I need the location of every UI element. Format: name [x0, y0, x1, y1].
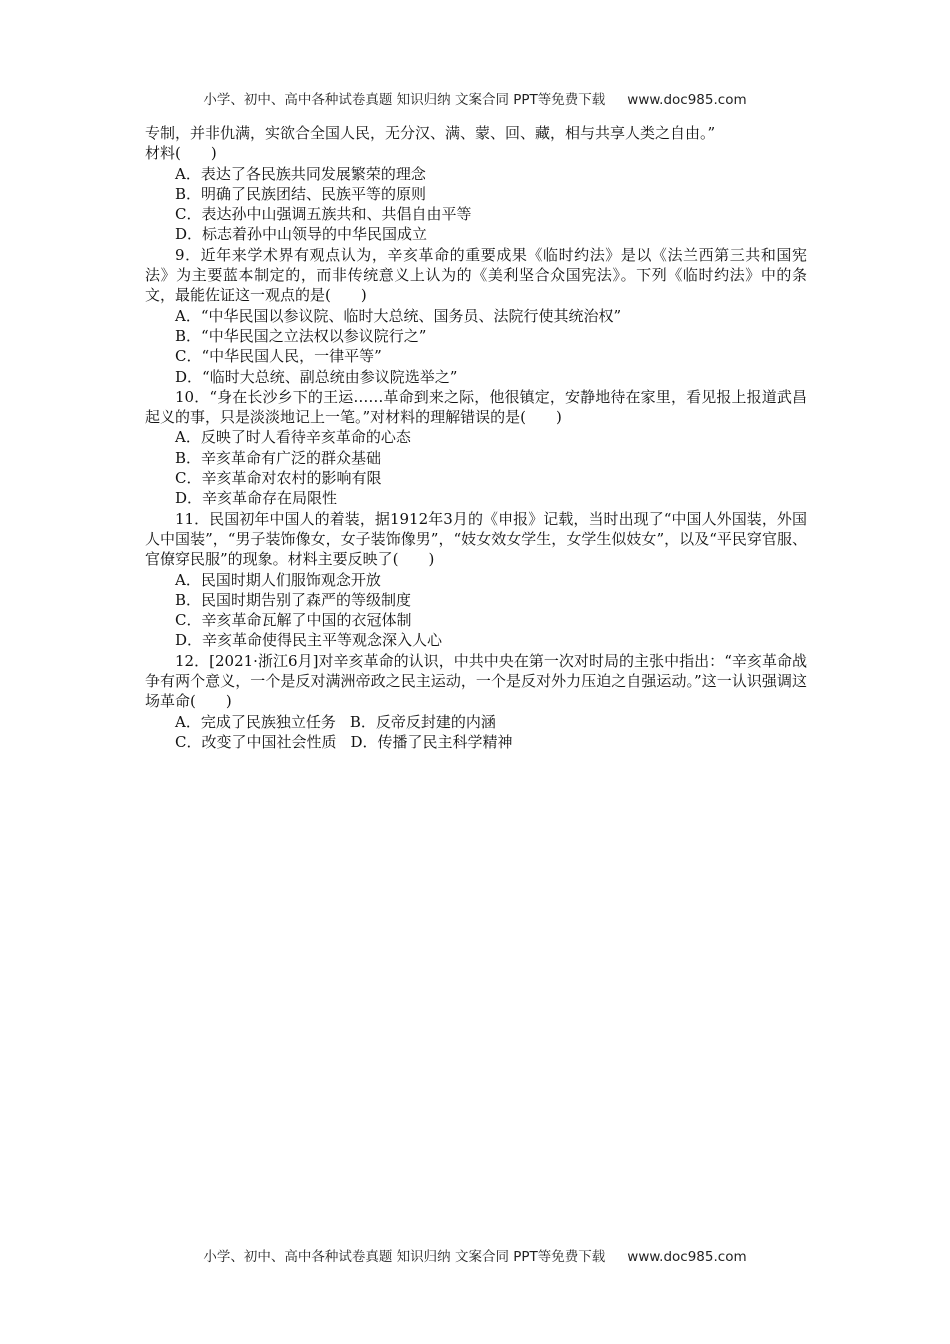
- q11-option-b: B．民国时期告别了森严的等级制度: [175, 590, 412, 609]
- q11-option-d: D．辛亥革命使得民主平等观念深入人心: [175, 631, 443, 650]
- q10-option-c: C．辛亥革命对农村的影响有限: [175, 469, 382, 488]
- header-url[interactable]: www.doc985.com: [627, 92, 747, 108]
- q9-option-b: B．“中华民国之立法权以参议院行之”: [175, 326, 427, 345]
- q12-option-c: C．改变了中国社会性质: [175, 732, 337, 751]
- q8-option-a: A．表达了各民族共同发展繁荣的理念: [175, 164, 426, 183]
- q12-option-d: D．传播了民主科学精神: [350, 732, 513, 751]
- q10-option-d: D．辛亥革命存在局限性: [175, 489, 338, 508]
- q8-option-b: B．明确了民族团结、民族平等的原则: [175, 184, 427, 203]
- q9-stem: 9．近年来学术界有观点认为，辛亥革命的重要成果《临时约法》是以《法兰西第三共和国宪法》为主要蓝本制定的，而非传统意义上认为的《美利坚合众国宪法》。下列《临时约法》中的条文，最能佐证这一观点的是( ): [145, 245, 807, 305]
- q12-stem: 12．[2021·浙江6月]对辛亥革命的认识，中共中央在第一次对时局的主张中指出：“辛亥革命战争有两个意义，一个是反对满洲帝政之民主运动，一个是反对外力压迫之自强运动。”这一认识强调这场革命( ): [145, 651, 807, 711]
- q8-option-c: C．表达孙中山强调五族共和、共倡自由平等: [175, 205, 472, 224]
- page-footer: [0, 1245, 950, 1265]
- q11-stem: 11．民国初年中国人的着装，据1912年3月的《申报》记载，当时出现了“中国人外国装，外国人中国装”，“男子装饰像女，女子装饰像男”，“妓女效女学生，女学生似妓女”，以及“平民穿官服、官僚穿民服”的现象。材料主要反映了( ): [145, 509, 807, 569]
- q11-option-a: A．民国时期人们服饰观念开放: [175, 570, 381, 589]
- q10-option-a: A．反映了时人看待辛亥革命的心态: [175, 428, 411, 447]
- q10-stem: 10．“身在长沙乡下的王运……革命到来之际，他很镇定，安静地待在家里，看见报上报道武昌起义的事，只是淡淡地记上一笔。”对材料的理解错误的是( ): [145, 387, 807, 427]
- q9-option-c: C．“中华民国人民，一律平等”: [175, 347, 382, 366]
- q12-options-row2: [145, 732, 807, 752]
- footer-text: 小学、初中、高中各种试卷真题 知识归纳 文案合同 PPT等免费下载: [203, 1249, 606, 1265]
- q8-option-d: D．标志着孙中山领导的中华民国成立: [175, 225, 428, 244]
- q12-option-b: B．反帝反封建的内涵: [349, 712, 496, 731]
- q9-option-a: A．“中华民国以参议院、临时大总统、国务员、法院行使其统治权”: [175, 306, 622, 325]
- q8-continuation-line2: 材料( ): [145, 144, 217, 163]
- page-header: [0, 88, 950, 108]
- document-body: [145, 123, 807, 752]
- q12-option-a: A．完成了民族独立任务: [175, 712, 336, 731]
- q9-option-d: D．“临时大总统、副总统由参议院选举之”: [175, 367, 458, 386]
- q10-option-b: B．辛亥革命有广泛的群众基础: [175, 448, 382, 467]
- q11-option-c: C．辛亥革命瓦解了中国的衣冠体制: [175, 611, 412, 630]
- q12-options-row1: [145, 712, 807, 732]
- footer-url[interactable]: www.doc985.com: [627, 1249, 747, 1265]
- header-text: 小学、初中、高中各种试卷真题 知识归纳 文案合同 PPT等免费下载: [203, 92, 606, 108]
- q8-continuation-line1: 专制，并非仇满，实欲合全国人民，无分汉、满、蒙、回、藏，相与共享人类之自由。”: [145, 124, 716, 142]
